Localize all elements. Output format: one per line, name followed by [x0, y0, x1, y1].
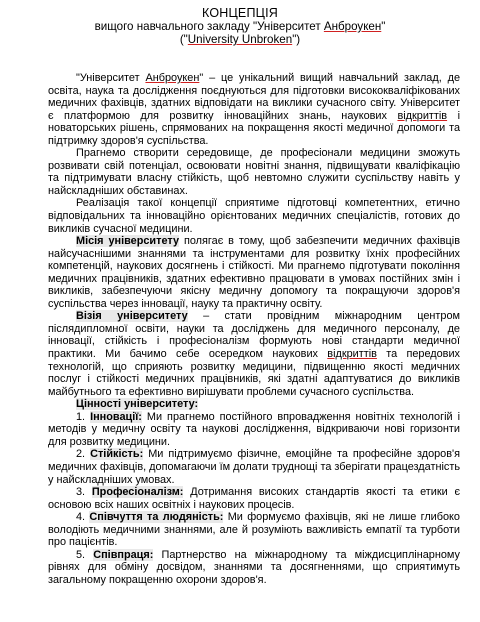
value-number: 2.: [76, 448, 86, 461]
value-text: Ми прагнемо постійного впровадження новітніх технологій і методів у медичну освіту та наукові дослідження, відкриваючи нові горизонти для розвитку медицини.: [48, 410, 460, 448]
mission-label: Місія університету: [76, 235, 180, 248]
value-label: Інновації:: [90, 410, 142, 423]
intro-paragraph-2: Прагнемо створити середовище, де професіонали медицини зможуть розвивати свій потенціал, освоювати новітні знання, підвищувати кваліфікацію та підтримувати власну стійкість, щоб невтомно служити суспільству навіть у найскладніших обставинах.: [48, 147, 460, 197]
document-subtitle-english: [20, 33, 460, 46]
vision-discoveries: відкриттів: [327, 348, 377, 361]
value-item: [48, 411, 460, 449]
subtitle2-open: (": [179, 33, 188, 46]
subtitle2-university-name: University Unbroken: [187, 33, 293, 46]
vision-label: Візія університету: [76, 310, 188, 323]
value-number: 3.: [76, 486, 86, 499]
subtitle2-close: "): [292, 33, 301, 46]
document-title: КОНЦЕПЦІЯ: [201, 6, 278, 20]
title-block: [20, 6, 460, 46]
value-item: [48, 549, 460, 587]
value-text: Ми підтримуємо фізичне, емоційне та професійне здоров'я медичних фахівців, допомагаючи їм долати труднощі та зберігати працездатність у найскладніших умовах.: [48, 448, 460, 486]
vision-paragraph: [48, 310, 460, 398]
value-item: [48, 486, 460, 511]
intro-paragraph-3: Реалізація такої концепції сприятиме підготовці компетентних, етично відповідальних та інноваційно орієнтованих медичних спеціалістів, готових до викликів сучасної медицини.: [48, 197, 460, 235]
value-number: 1.: [76, 410, 86, 423]
values-heading: Цінності університету:: [76, 398, 199, 411]
values-heading-paragraph: [48, 398, 460, 411]
mission-text: полягає в тому, щоб забезпечити медичних фахівців найсучаснішими знаннями та інструментами для розвитку їхніх професійних компетенцій, наукових досягнень і стійкості. Ми прагнемо підготувати покоління медичних працівників, здатних ефективно працювати в умовах постійних змін і викликів, забезпечуючи якісну медичну допомогу та покращуючи здоров'я суспільства через інновації, науку та практичну освіту.: [48, 235, 460, 310]
value-label: Професіоналізм:: [91, 486, 184, 499]
value-label: Стійкість:: [90, 448, 144, 461]
value-item: [48, 448, 460, 486]
intro-text-end: і новаторських рішень, спрямованих на покращення якості медичної допомоги та підтримку здоров'я суспільства.: [48, 109, 460, 147]
mission-paragraph: [48, 235, 460, 310]
value-number: 4.: [76, 511, 86, 524]
value-text: Партнерство на міжнародному та міждисциплінарному рівнях для обміну досвідом, знаннями та досягненнями, що сприятимуть загальному покращенню охорони здоров'я.: [48, 548, 460, 586]
subtitle-quote: ": [381, 20, 386, 33]
value-item: [48, 511, 460, 549]
vision-text-end: та передових технологій, що сприяють розвитку медицини, підвищенню якості медичних послуг і стійкості медичних працівників, які здатні адаптуватися до викликів майбутнього та ефективно вирішувати проблеми сучасного суспільства.: [48, 348, 460, 398]
subtitle-text: вищого навчального закладу "Університет: [94, 20, 324, 33]
intro-text-cont: " – це унікальний вищий навчальний заклад, де освіта, наука та дослідження поєднуються для підготовки висококваліфікованих медичних фахівців, здатних відповідати на виклики сучасного світу. Університет є платформою для розвитку інноваційних знань, наукових: [48, 72, 460, 122]
document-subtitle: [20, 20, 460, 33]
value-text: Дотримання високих стандартів якості та етики є основою всіх наших освітніх і наукових процесів.: [48, 486, 460, 511]
value-label: Співпраця:: [93, 548, 154, 561]
spacer: [48, 46, 460, 72]
subtitle-university-name: Анброукен: [323, 20, 382, 33]
intro-text: "Університет: [76, 72, 146, 84]
intro-university-name: Анброукен: [145, 72, 200, 84]
value-text: Ми формуємо фахівців, які не лише глибоко володіють медичними знаннями, але й розуміють важливість емпатії та турботи про пацієнтів.: [48, 511, 460, 549]
intro-paragraph-1: [48, 72, 460, 147]
value-number: 5.: [76, 548, 86, 561]
value-label: Співчуття та людяність:: [89, 511, 224, 524]
values-list: [48, 411, 460, 587]
vision-text: – стати провідним міжнародним центром післядипломної освіти, науки та досліджень для медичного персоналу, де інновації, стійкість і професіоналізм формують нові стандарти медичної практики. Ми бачимо себе осередком наукових: [48, 310, 460, 361]
intro-discoveries: відкриттів: [397, 109, 448, 122]
